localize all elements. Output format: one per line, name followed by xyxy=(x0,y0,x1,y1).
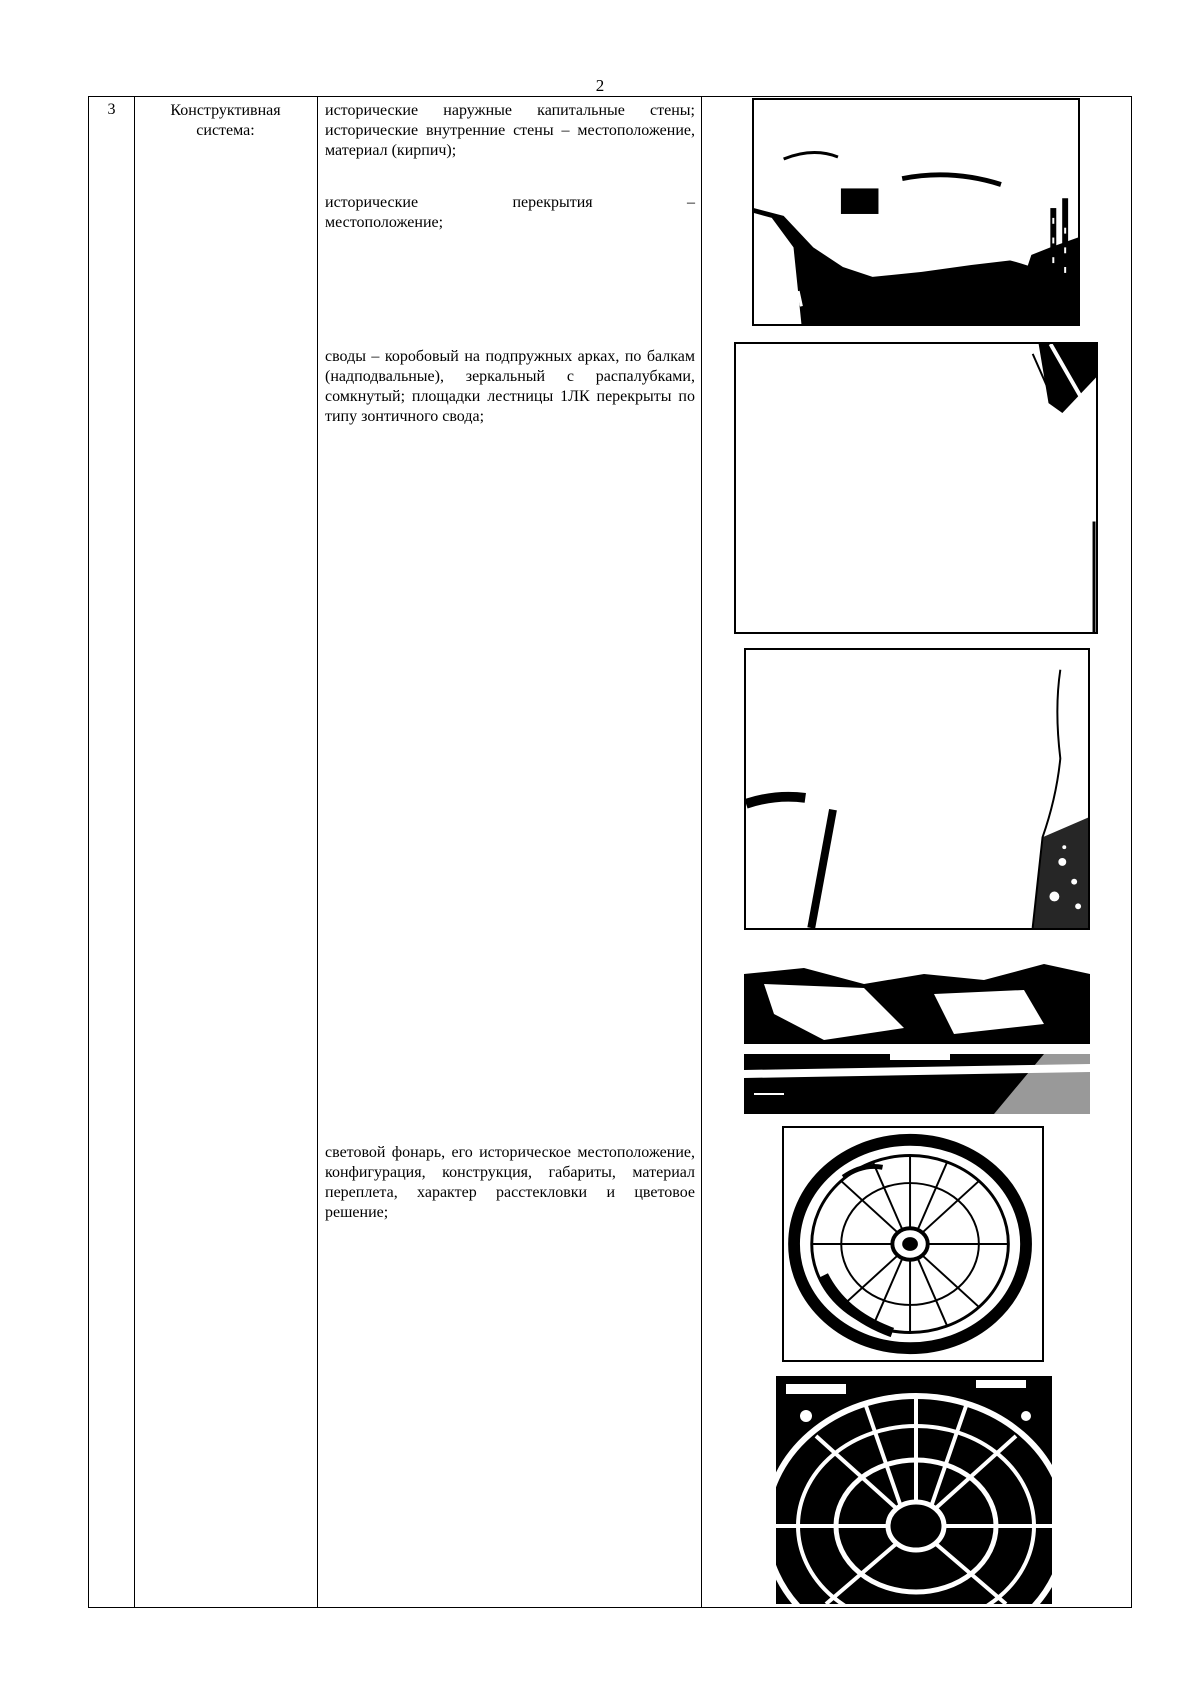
row-number: 3 xyxy=(107,101,116,118)
photo-vault-1 xyxy=(734,342,1098,634)
column-divider xyxy=(134,97,135,1607)
floors-text-line: исторические перекрытия – xyxy=(325,194,695,211)
walls-text: исторические наружные капитальные стены; исторические внутренние стены – местоположение, материал (кирпич); xyxy=(325,102,695,159)
row-title-line: система: xyxy=(196,122,255,139)
row-title xyxy=(134,101,317,141)
skylight-text: световой фонарь, его историческое местоположение, конфигурация, конструкция, габариты, материал переплета, характер расстекловки и цветовое решение; xyxy=(325,1144,695,1221)
page-number: 2 xyxy=(595,76,605,95)
column-divider xyxy=(317,97,318,1607)
floors-text xyxy=(325,193,695,233)
photo-interior-walls xyxy=(752,98,1080,326)
floors-text-line: местоположение; xyxy=(325,214,444,231)
column-divider xyxy=(701,97,702,1607)
vaults-text: своды – коробовый на подпружных арках, по балкам (надподвальные), зеркальный с распалубками, сомкнутый; площадки лестницы 1ЛК перекрыты по типу зонтичного свода; xyxy=(325,348,695,425)
row-title-line: Конструктивная xyxy=(170,102,281,119)
photo-skylight-round xyxy=(782,1126,1044,1362)
photo-skylight-interior xyxy=(776,1376,1052,1604)
photo-vault-2 xyxy=(744,648,1090,930)
photo-staircase xyxy=(744,944,1090,1114)
